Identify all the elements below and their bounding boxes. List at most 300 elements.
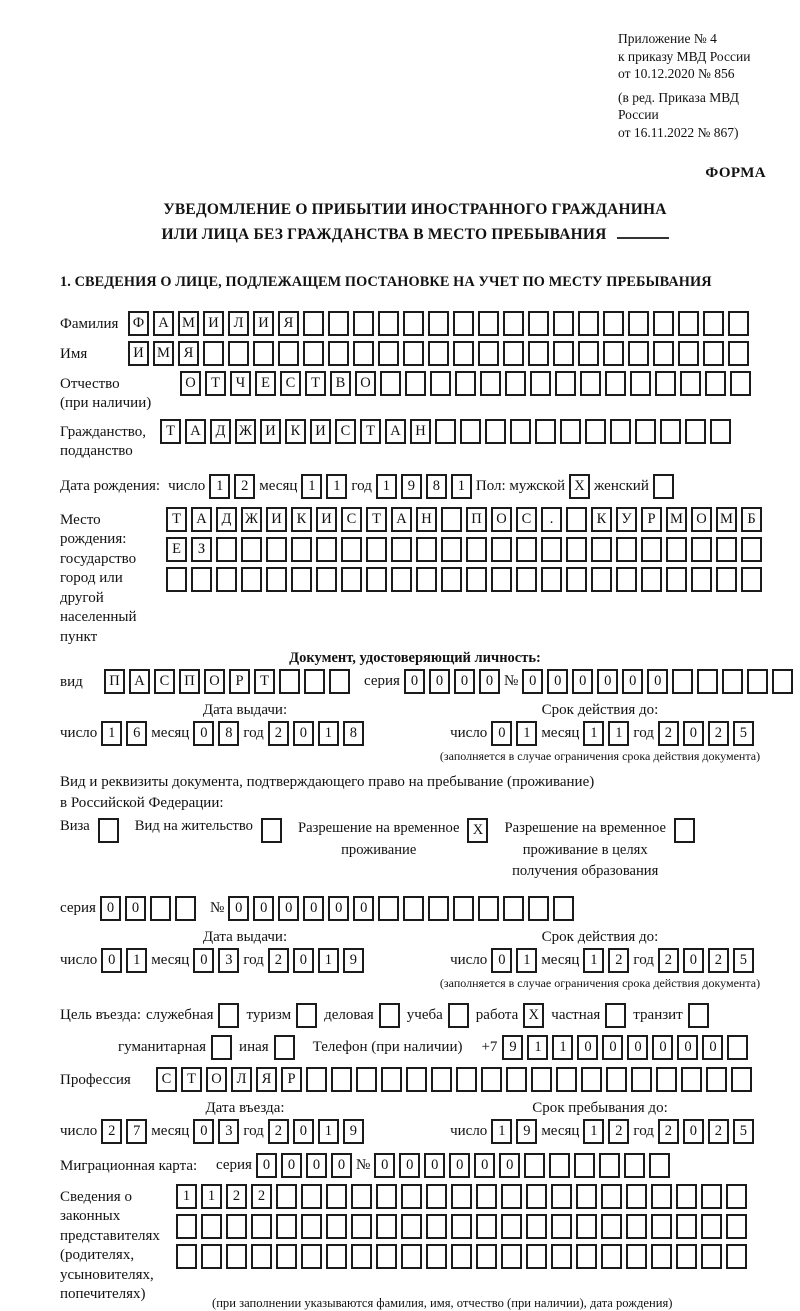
form-cell[interactable]: [301, 1184, 322, 1209]
form-cell[interactable]: 2: [658, 1119, 679, 1144]
form-cell[interactable]: [166, 567, 187, 592]
form-cell[interactable]: [727, 1035, 748, 1060]
form-cell[interactable]: О: [491, 507, 512, 532]
form-cell[interactable]: [301, 1214, 322, 1239]
form-cell[interactable]: 2: [268, 948, 289, 973]
form-cell[interactable]: [451, 1214, 472, 1239]
form-cell[interactable]: 0: [474, 1153, 495, 1178]
form-cell[interactable]: 8: [218, 721, 239, 746]
form-cell[interactable]: [431, 1067, 452, 1092]
form-cell[interactable]: [453, 896, 474, 921]
form-cell[interactable]: [478, 896, 499, 921]
form-cell[interactable]: [591, 567, 612, 592]
form-cell[interactable]: [428, 311, 449, 336]
form-cell[interactable]: X: [467, 818, 488, 843]
form-cell[interactable]: 1: [527, 1035, 548, 1060]
form-cell[interactable]: Н: [410, 419, 431, 444]
form-cell[interactable]: [672, 669, 693, 694]
form-cell[interactable]: [551, 1184, 572, 1209]
form-cell[interactable]: 0: [683, 721, 704, 746]
form-cell[interactable]: 2: [708, 1119, 729, 1144]
form-cell[interactable]: [428, 896, 449, 921]
form-cell[interactable]: [703, 341, 724, 366]
form-cell[interactable]: [524, 1153, 545, 1178]
form-cell[interactable]: Е: [255, 371, 276, 396]
form-cell[interactable]: 0: [278, 896, 299, 921]
form-cell[interactable]: [616, 567, 637, 592]
form-cell[interactable]: [710, 419, 731, 444]
form-cell[interactable]: 8: [343, 721, 364, 746]
form-cell[interactable]: [326, 1184, 347, 1209]
form-cell[interactable]: 0: [281, 1153, 302, 1178]
form-cell[interactable]: Т: [205, 371, 226, 396]
form-cell[interactable]: Ж: [235, 419, 256, 444]
form-cell[interactable]: 6: [126, 721, 147, 746]
form-cell[interactable]: [303, 341, 324, 366]
form-cell[interactable]: [747, 669, 768, 694]
form-cell[interactable]: [549, 1153, 570, 1178]
form-cell[interactable]: Ч: [230, 371, 251, 396]
form-cell[interactable]: [726, 1214, 747, 1239]
form-cell[interactable]: Л: [228, 311, 249, 336]
form-cell[interactable]: [556, 1067, 577, 1092]
form-cell[interactable]: 1: [516, 721, 537, 746]
form-cell[interactable]: X: [523, 1003, 544, 1028]
form-cell[interactable]: [441, 507, 462, 532]
form-cell[interactable]: [201, 1214, 222, 1239]
form-cell[interactable]: [98, 818, 119, 843]
form-cell[interactable]: 1: [201, 1184, 222, 1209]
form-cell[interactable]: [649, 1153, 670, 1178]
form-cell[interactable]: [626, 1244, 647, 1269]
form-cell[interactable]: [697, 669, 718, 694]
form-cell[interactable]: 5: [733, 721, 754, 746]
form-cell[interactable]: [506, 1067, 527, 1092]
form-cell[interactable]: [503, 311, 524, 336]
form-cell[interactable]: [216, 537, 237, 562]
form-cell[interactable]: [491, 567, 512, 592]
form-cell[interactable]: Я: [256, 1067, 277, 1092]
form-cell[interactable]: О: [355, 371, 376, 396]
form-cell[interactable]: 1: [491, 1119, 512, 1144]
form-cell[interactable]: [366, 537, 387, 562]
form-cell[interactable]: [430, 371, 451, 396]
form-cell[interactable]: А: [191, 507, 212, 532]
form-cell[interactable]: [485, 419, 506, 444]
form-cell[interactable]: [626, 1214, 647, 1239]
form-cell[interactable]: [251, 1244, 272, 1269]
form-cell[interactable]: С: [156, 1067, 177, 1092]
form-cell[interactable]: Д: [216, 507, 237, 532]
form-cell[interactable]: [635, 419, 656, 444]
form-cell[interactable]: [211, 1035, 232, 1060]
form-cell[interactable]: [391, 567, 412, 592]
form-cell[interactable]: О: [180, 371, 201, 396]
form-cell[interactable]: [603, 341, 624, 366]
form-cell[interactable]: [528, 341, 549, 366]
form-cell[interactable]: [676, 1214, 697, 1239]
form-cell[interactable]: 9: [516, 1119, 537, 1144]
form-cell[interactable]: [701, 1244, 722, 1269]
form-cell[interactable]: 3: [218, 948, 239, 973]
form-cell[interactable]: [531, 1067, 552, 1092]
form-cell[interactable]: [416, 537, 437, 562]
form-cell[interactable]: О: [206, 1067, 227, 1092]
form-cell[interactable]: [356, 1067, 377, 1092]
form-cell[interactable]: [660, 419, 681, 444]
form-cell[interactable]: 1: [583, 1119, 604, 1144]
form-cell[interactable]: 0: [429, 669, 450, 694]
form-cell[interactable]: 5: [733, 948, 754, 973]
form-cell[interactable]: [455, 371, 476, 396]
form-cell[interactable]: [526, 1184, 547, 1209]
form-cell[interactable]: А: [391, 507, 412, 532]
form-cell[interactable]: [701, 1184, 722, 1209]
form-cell[interactable]: Т: [366, 507, 387, 532]
form-cell[interactable]: [574, 1153, 595, 1178]
form-cell[interactable]: [553, 341, 574, 366]
form-cell[interactable]: А: [153, 311, 174, 336]
form-cell[interactable]: [266, 567, 287, 592]
form-cell[interactable]: [491, 537, 512, 562]
form-cell[interactable]: 9: [502, 1035, 523, 1060]
form-cell[interactable]: 0: [328, 896, 349, 921]
form-cell[interactable]: А: [385, 419, 406, 444]
form-cell[interactable]: С: [154, 669, 175, 694]
form-cell[interactable]: Н: [416, 507, 437, 532]
form-cell[interactable]: Я: [278, 311, 299, 336]
form-cell[interactable]: 1: [451, 474, 472, 499]
form-cell[interactable]: [405, 371, 426, 396]
form-cell[interactable]: [528, 311, 549, 336]
form-cell[interactable]: [291, 537, 312, 562]
form-cell[interactable]: 1: [516, 948, 537, 973]
form-cell[interactable]: 2: [708, 721, 729, 746]
form-cell[interactable]: 0: [683, 1119, 704, 1144]
form-cell[interactable]: И: [203, 311, 224, 336]
form-cell[interactable]: [266, 537, 287, 562]
form-cell[interactable]: [453, 311, 474, 336]
form-cell[interactable]: 2: [268, 721, 289, 746]
form-cell[interactable]: 2: [226, 1184, 247, 1209]
form-cell[interactable]: К: [591, 507, 612, 532]
form-cell[interactable]: [331, 1067, 352, 1092]
form-cell[interactable]: [381, 1067, 402, 1092]
form-cell[interactable]: [441, 567, 462, 592]
form-cell[interactable]: 1: [318, 721, 339, 746]
form-cell[interactable]: 0: [303, 896, 324, 921]
form-cell[interactable]: П: [466, 507, 487, 532]
form-cell[interactable]: [456, 1067, 477, 1092]
form-cell[interactable]: И: [266, 507, 287, 532]
form-cell[interactable]: [599, 1153, 620, 1178]
form-cell[interactable]: [631, 1067, 652, 1092]
form-cell[interactable]: [601, 1214, 622, 1239]
form-cell[interactable]: [705, 371, 726, 396]
form-cell[interactable]: [581, 1067, 602, 1092]
form-cell[interactable]: 1: [583, 721, 604, 746]
form-cell[interactable]: [403, 341, 424, 366]
form-cell[interactable]: 0: [374, 1153, 395, 1178]
form-cell[interactable]: 0: [353, 896, 374, 921]
form-cell[interactable]: 0: [424, 1153, 445, 1178]
form-cell[interactable]: [316, 567, 337, 592]
form-cell[interactable]: 9: [343, 1119, 364, 1144]
form-cell[interactable]: [656, 1067, 677, 1092]
form-cell[interactable]: Е: [166, 537, 187, 562]
form-cell[interactable]: [466, 537, 487, 562]
form-cell[interactable]: 0: [399, 1153, 420, 1178]
form-cell[interactable]: З: [191, 537, 212, 562]
form-cell[interactable]: [676, 1184, 697, 1209]
form-cell[interactable]: [376, 1184, 397, 1209]
form-cell[interactable]: [401, 1214, 422, 1239]
form-cell[interactable]: [276, 1244, 297, 1269]
form-cell[interactable]: [691, 537, 712, 562]
form-cell[interactable]: [176, 1214, 197, 1239]
form-cell[interactable]: 9: [343, 948, 364, 973]
form-cell[interactable]: 0: [652, 1035, 673, 1060]
form-cell[interactable]: [353, 341, 374, 366]
form-cell[interactable]: 0: [622, 669, 643, 694]
form-cell[interactable]: [378, 311, 399, 336]
form-cell[interactable]: [566, 507, 587, 532]
form-cell[interactable]: [551, 1244, 572, 1269]
form-cell[interactable]: [226, 1244, 247, 1269]
form-cell[interactable]: [503, 341, 524, 366]
form-cell[interactable]: [603, 311, 624, 336]
form-cell[interactable]: [401, 1184, 422, 1209]
form-cell[interactable]: [591, 537, 612, 562]
form-cell[interactable]: Т: [160, 419, 181, 444]
form-cell[interactable]: [378, 896, 399, 921]
form-cell[interactable]: [688, 1003, 709, 1028]
form-cell[interactable]: Р: [229, 669, 250, 694]
form-cell[interactable]: [329, 669, 350, 694]
form-cell[interactable]: 1: [552, 1035, 573, 1060]
form-cell[interactable]: Т: [181, 1067, 202, 1092]
form-cell[interactable]: [566, 537, 587, 562]
form-cell[interactable]: 0: [256, 1153, 277, 1178]
form-cell[interactable]: [316, 537, 337, 562]
form-cell[interactable]: [276, 1214, 297, 1239]
form-cell[interactable]: [576, 1244, 597, 1269]
form-cell[interactable]: [326, 1244, 347, 1269]
form-cell[interactable]: [605, 1003, 626, 1028]
form-cell[interactable]: 2: [658, 721, 679, 746]
form-cell[interactable]: 0: [522, 669, 543, 694]
form-cell[interactable]: [505, 371, 526, 396]
form-cell[interactable]: [610, 419, 631, 444]
form-cell[interactable]: [680, 371, 701, 396]
form-cell[interactable]: [460, 419, 481, 444]
form-cell[interactable]: [576, 1214, 597, 1239]
form-cell[interactable]: 2: [101, 1119, 122, 1144]
form-cell[interactable]: [376, 1244, 397, 1269]
form-cell[interactable]: [501, 1184, 522, 1209]
form-cell[interactable]: [480, 371, 501, 396]
form-cell[interactable]: 2: [708, 948, 729, 973]
form-cell[interactable]: [201, 1244, 222, 1269]
form-cell[interactable]: И: [260, 419, 281, 444]
form-cell[interactable]: П: [179, 669, 200, 694]
form-cell[interactable]: [403, 311, 424, 336]
form-cell[interactable]: [341, 567, 362, 592]
form-cell[interactable]: 0: [293, 1119, 314, 1144]
form-cell[interactable]: К: [291, 507, 312, 532]
form-cell[interactable]: [526, 1244, 547, 1269]
form-cell[interactable]: [261, 818, 282, 843]
form-cell[interactable]: [516, 567, 537, 592]
form-cell[interactable]: 0: [454, 669, 475, 694]
form-cell[interactable]: 0: [193, 1119, 214, 1144]
form-cell[interactable]: 1: [318, 948, 339, 973]
form-cell[interactable]: [728, 341, 749, 366]
form-cell[interactable]: С: [341, 507, 362, 532]
form-cell[interactable]: [676, 1244, 697, 1269]
form-cell[interactable]: 1: [126, 948, 147, 973]
form-cell[interactable]: [150, 896, 171, 921]
form-cell[interactable]: 1: [376, 474, 397, 499]
form-cell[interactable]: [226, 1214, 247, 1239]
form-cell[interactable]: [651, 1244, 672, 1269]
form-cell[interactable]: [278, 341, 299, 366]
form-cell[interactable]: [301, 1244, 322, 1269]
form-cell[interactable]: И: [316, 507, 337, 532]
form-cell[interactable]: [351, 1244, 372, 1269]
form-cell[interactable]: [624, 1153, 645, 1178]
form-cell[interactable]: С: [335, 419, 356, 444]
form-cell[interactable]: 0: [293, 721, 314, 746]
form-cell[interactable]: [416, 567, 437, 592]
form-cell[interactable]: 1: [608, 721, 629, 746]
form-cell[interactable]: 9: [401, 474, 422, 499]
form-cell[interactable]: 1: [318, 1119, 339, 1144]
form-cell[interactable]: [678, 311, 699, 336]
form-cell[interactable]: [241, 537, 262, 562]
form-cell[interactable]: [379, 1003, 400, 1028]
form-cell[interactable]: [380, 371, 401, 396]
form-cell[interactable]: 0: [602, 1035, 623, 1060]
form-cell[interactable]: 0: [101, 948, 122, 973]
form-cell[interactable]: [476, 1244, 497, 1269]
form-cell[interactable]: [653, 341, 674, 366]
form-cell[interactable]: 1: [301, 474, 322, 499]
form-cell[interactable]: [328, 311, 349, 336]
form-cell[interactable]: М: [153, 341, 174, 366]
form-cell[interactable]: [276, 1184, 297, 1209]
form-cell[interactable]: [426, 1214, 447, 1239]
form-cell[interactable]: [578, 341, 599, 366]
form-cell[interactable]: Ж: [241, 507, 262, 532]
form-cell[interactable]: 0: [228, 896, 249, 921]
form-cell[interactable]: [530, 371, 551, 396]
form-cell[interactable]: С: [516, 507, 537, 532]
form-cell[interactable]: 1: [326, 474, 347, 499]
form-cell[interactable]: 0: [702, 1035, 723, 1060]
form-cell[interactable]: [341, 537, 362, 562]
form-cell[interactable]: [628, 341, 649, 366]
form-cell[interactable]: [630, 371, 651, 396]
form-cell[interactable]: [279, 669, 300, 694]
form-cell[interactable]: [703, 311, 724, 336]
form-cell[interactable]: 8: [426, 474, 447, 499]
form-cell[interactable]: Д: [210, 419, 231, 444]
form-cell[interactable]: 0: [404, 669, 425, 694]
form-cell[interactable]: [666, 567, 687, 592]
form-cell[interactable]: [516, 537, 537, 562]
form-cell[interactable]: [701, 1214, 722, 1239]
form-cell[interactable]: [376, 1214, 397, 1239]
form-cell[interactable]: [251, 1214, 272, 1239]
form-cell[interactable]: [303, 311, 324, 336]
form-cell[interactable]: [306, 1067, 327, 1092]
form-cell[interactable]: [510, 419, 531, 444]
form-cell[interactable]: П: [104, 669, 125, 694]
form-cell[interactable]: Т: [166, 507, 187, 532]
form-cell[interactable]: [728, 311, 749, 336]
form-cell[interactable]: А: [185, 419, 206, 444]
form-cell[interactable]: [351, 1184, 372, 1209]
form-cell[interactable]: О: [691, 507, 712, 532]
form-cell[interactable]: О: [204, 669, 225, 694]
form-cell[interactable]: Р: [281, 1067, 302, 1092]
form-cell[interactable]: 0: [491, 948, 512, 973]
form-cell[interactable]: 0: [331, 1153, 352, 1178]
form-cell[interactable]: Т: [254, 669, 275, 694]
form-cell[interactable]: [351, 1214, 372, 1239]
form-cell[interactable]: [501, 1214, 522, 1239]
form-cell[interactable]: [551, 1214, 572, 1239]
form-cell[interactable]: [730, 371, 751, 396]
form-cell[interactable]: [478, 311, 499, 336]
form-cell[interactable]: [175, 896, 196, 921]
form-cell[interactable]: [406, 1067, 427, 1092]
form-cell[interactable]: 3: [218, 1119, 239, 1144]
form-cell[interactable]: [578, 311, 599, 336]
form-cell[interactable]: [655, 371, 676, 396]
form-cell[interactable]: [628, 311, 649, 336]
form-cell[interactable]: 0: [647, 669, 668, 694]
form-cell[interactable]: [328, 341, 349, 366]
form-cell[interactable]: [203, 341, 224, 366]
form-cell[interactable]: [228, 341, 249, 366]
form-cell[interactable]: [605, 371, 626, 396]
form-cell[interactable]: 0: [499, 1153, 520, 1178]
form-cell[interactable]: [451, 1184, 472, 1209]
form-cell[interactable]: [478, 341, 499, 366]
form-cell[interactable]: .: [541, 507, 562, 532]
form-cell[interactable]: М: [716, 507, 737, 532]
form-cell[interactable]: [176, 1244, 197, 1269]
form-cell[interactable]: [651, 1184, 672, 1209]
form-cell[interactable]: [451, 1244, 472, 1269]
form-cell[interactable]: 0: [253, 896, 274, 921]
form-cell[interactable]: [726, 1244, 747, 1269]
form-cell[interactable]: [291, 567, 312, 592]
form-cell[interactable]: Т: [360, 419, 381, 444]
form-cell[interactable]: [726, 1184, 747, 1209]
form-cell[interactable]: 0: [306, 1153, 327, 1178]
form-cell[interactable]: [580, 371, 601, 396]
form-cell[interactable]: [553, 311, 574, 336]
form-cell[interactable]: [626, 1184, 647, 1209]
form-cell[interactable]: [535, 419, 556, 444]
form-cell[interactable]: [296, 1003, 317, 1028]
form-cell[interactable]: 0: [577, 1035, 598, 1060]
form-cell[interactable]: 1: [209, 474, 230, 499]
form-cell[interactable]: [772, 669, 793, 694]
